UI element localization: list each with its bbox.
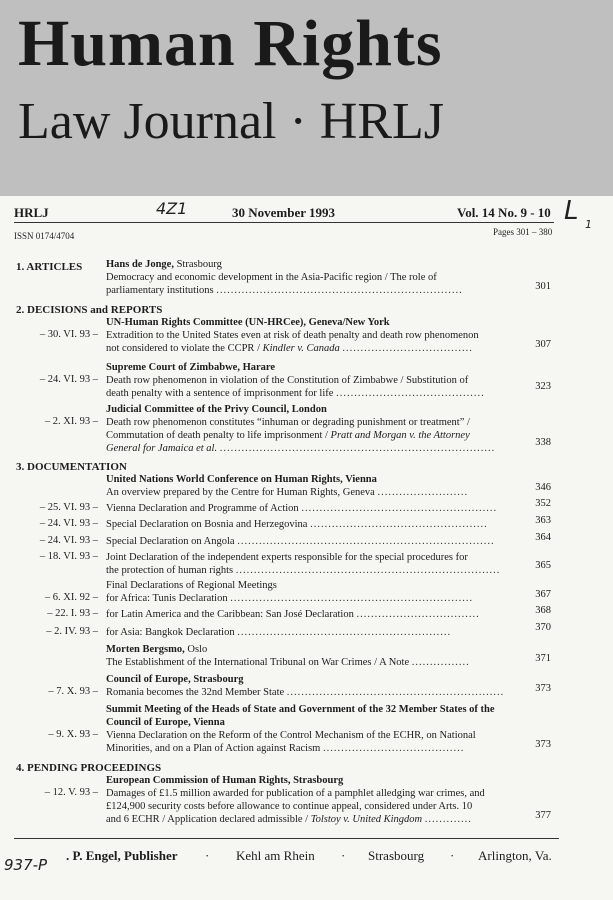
pending-date: – 12. V. 93 – bbox=[44, 787, 98, 798]
bergsmo-author-line bbox=[106, 643, 207, 656]
doc4-date: – 18. VI. 93 – bbox=[39, 551, 98, 562]
pending-title: European Commission of Human Rights, Strasbourg bbox=[106, 775, 344, 786]
bergsmo-page: 371 bbox=[535, 653, 551, 664]
decision3-line2: Commutation of death penalty to life imprisonment / Pratt and Morgan v. the Attorney bbox=[106, 430, 470, 441]
articles-title-line2: parliamentary institutions .................................................................... bbox=[106, 285, 463, 296]
doc3-text: Special Declaration on Angola ....................................................................... bbox=[106, 536, 495, 547]
summit-title1: Summit Meeting of the Heads of State and Government of the 32 Member States of the bbox=[106, 704, 495, 715]
pending-line2: £124,900 security costs before allowance to continue appeal, considered under Arts. 10 bbox=[106, 801, 473, 812]
handwritten-footer-note: 937-P bbox=[4, 856, 48, 874]
articles-page: 301 bbox=[535, 281, 551, 292]
decision3-line1: Death row phenomenon constitutes “inhuman or degrading punishment or treatment” / bbox=[106, 417, 470, 428]
decision2-line2: death penalty with a sentence of imprisonment for life ......................................... bbox=[106, 388, 485, 399]
footer-separator: · bbox=[450, 848, 455, 863]
conference-page: 346 bbox=[535, 482, 551, 493]
decision3-court: Judicial Committee of the Privy Council, London bbox=[106, 404, 327, 415]
decision1-case: Kindler v. Canada bbox=[262, 343, 340, 354]
footer-rule bbox=[14, 838, 559, 839]
journal-subtitle: Law Journal · HRLJ bbox=[18, 93, 445, 150]
doc4-line1: Joint Declaration of the independent experts responsible for the special procedures for bbox=[106, 552, 468, 563]
doc7-date: – 2. IV. 93 – bbox=[46, 626, 98, 637]
decision3-page: 338 bbox=[535, 437, 551, 448]
articles-title-line1: Democracy and economic development in the Asia-Pacific region / The role of bbox=[106, 272, 437, 283]
doc2-page: 363 bbox=[535, 515, 551, 526]
pending-page: 377 bbox=[535, 810, 551, 821]
coe-text: Romania becomes the 32nd Member State ............................................................ bbox=[106, 687, 505, 698]
doc6-text: for Latin America and the Caribbean: San José Declaration .................................. bbox=[106, 609, 480, 620]
decision2-page: 323 bbox=[535, 381, 551, 392]
bergsmo-author: Morten Bergsmo, bbox=[106, 644, 185, 655]
header-rule bbox=[14, 222, 554, 223]
coe-date: – 7. X. 93 – bbox=[48, 686, 98, 697]
pending-line1: Damages of £1.5 million awarded for publication of a pamphlet alledging war crimes, and bbox=[106, 788, 485, 799]
doc1-text: Vienna Declaration and Programme of Action ...................................................... bbox=[106, 503, 498, 514]
decision3-date: – 2. XI. 93 – bbox=[44, 416, 98, 427]
summit-line2: Minorities, and on a Plan of Action against Racism ....................................... bbox=[106, 743, 465, 754]
summit-title2: Council of Europe, Vienna bbox=[106, 717, 225, 728]
coe-page: 373 bbox=[535, 683, 551, 694]
footer-separator: · bbox=[341, 848, 346, 863]
journal-title: Human Rights bbox=[18, 7, 443, 80]
summit-date: – 9. X. 93 – bbox=[48, 729, 98, 740]
decision1-line1: Extradition to the United States even at risk of death penalty and death row phenomenon bbox=[106, 330, 479, 341]
summit-line1: Vienna Declaration on the Reform of the Control Mechanism of the ECHR, on National bbox=[106, 730, 476, 741]
bergsmo-place: Oslo bbox=[187, 644, 208, 655]
issn: ISSN 0174/4704 bbox=[14, 231, 75, 241]
doc2-text: Special Declaration on Bosnia and Herzegovina ................................................. bbox=[106, 519, 488, 530]
doc1-page: 352 bbox=[535, 498, 551, 509]
doc3-date: – 24. VI. 93 – bbox=[39, 535, 98, 546]
conference-overview: An overview prepared by the Centre for Human Rights, Geneva ......................... bbox=[106, 487, 469, 498]
doc5-date: – 6. XI. 92 – bbox=[44, 592, 98, 603]
doc4-page: 365 bbox=[535, 560, 551, 571]
decision1-date: – 30. VI. 93 – bbox=[39, 329, 98, 340]
journal-abbr: HRLJ bbox=[14, 205, 49, 220]
publisher: . P. Engel, Publisher bbox=[66, 848, 178, 863]
articles-author-line bbox=[106, 258, 222, 271]
pending-case: Tolstoy v. United Kingdom bbox=[310, 814, 423, 825]
decision2-date: – 24. VI. 93 – bbox=[39, 374, 98, 385]
decision3-line3: General for Jamaica et al. ............................................................................ bbox=[106, 443, 496, 454]
doc3-page: 364 bbox=[535, 532, 551, 543]
doc7-text: for Asia: Bangkok Declaration ........................................................... bbox=[106, 627, 452, 638]
page-range: Pages 301 – 380 bbox=[493, 227, 553, 237]
footer-separator: · bbox=[205, 848, 210, 863]
articles-place: Strasbourg bbox=[176, 259, 222, 270]
handwritten-margin-sub: 1 bbox=[585, 218, 592, 231]
doc5-text: for Africa: Tunis Declaration ................................................................... bbox=[106, 593, 474, 604]
footer-city-kehl: Kehl am Rhein bbox=[236, 848, 315, 863]
pending-line3: and 6 ECHR / Application declared admissible / Tolstoy v. United Kingdom ............. bbox=[106, 814, 472, 825]
conference-title: United Nations World Conference on Human Rights, Vienna bbox=[106, 474, 377, 485]
doc7-page: 370 bbox=[535, 622, 551, 633]
decision1-line2: not considered to violate the CCPR / Kindler v. Canada .................................... bbox=[106, 343, 473, 354]
doc6-page: 368 bbox=[535, 605, 551, 616]
issue-date: 30 November 1993 bbox=[232, 205, 336, 220]
decision1-page: 307 bbox=[535, 339, 551, 350]
section-decisions-heading: 2. DECISIONS and REPORTS bbox=[16, 304, 163, 316]
doc1-date: – 25. VI. 93 – bbox=[39, 502, 98, 513]
summit-page: 373 bbox=[535, 739, 551, 750]
section-articles-heading: 1. ARTICLES bbox=[16, 261, 83, 273]
footer-city-arlington: Arlington, Va. bbox=[478, 848, 552, 863]
handwritten-number: 4Z1 bbox=[156, 199, 188, 218]
doc5-page: 367 bbox=[535, 589, 551, 600]
articles-author: Hans de Jonge, bbox=[106, 259, 174, 270]
regional-meetings-title: Final Declarations of Regional Meetings bbox=[106, 580, 277, 591]
section-documentation-heading: 3. DOCUMENTATION bbox=[16, 461, 127, 473]
decision3-case: Pratt and Morgan v. the Attorney bbox=[330, 430, 470, 441]
doc2-date: – 24. VI. 93 – bbox=[39, 518, 98, 529]
handwritten-margin-mark: L bbox=[564, 196, 579, 226]
section-pending-heading: 4. PENDING PROCEEDINGS bbox=[16, 762, 162, 774]
footer-city-strasbourg: Strasbourg bbox=[368, 848, 425, 863]
decision1-court: UN-Human Rights Committee (UN-HRCee), Geneva/New York bbox=[106, 317, 390, 328]
doc4-line2: the protection of human rights ......................................................................... bbox=[106, 565, 501, 576]
decision2-court: Supreme Court of Zimbabwe, Harare bbox=[106, 362, 276, 373]
coe-title: Council of Europe, Strasbourg bbox=[106, 674, 244, 685]
volume-number: Vol. 14 No. 9 - 10 bbox=[457, 205, 551, 220]
decision2-line1: Death row phenomenon in violation of the Constitution of Zimbabwe / Substitution of bbox=[106, 375, 469, 386]
doc6-date: – 22. I. 93 – bbox=[47, 608, 98, 619]
bergsmo-text: The Establishment of the International Tribunal on War Crimes / A Note ................ bbox=[106, 657, 470, 668]
